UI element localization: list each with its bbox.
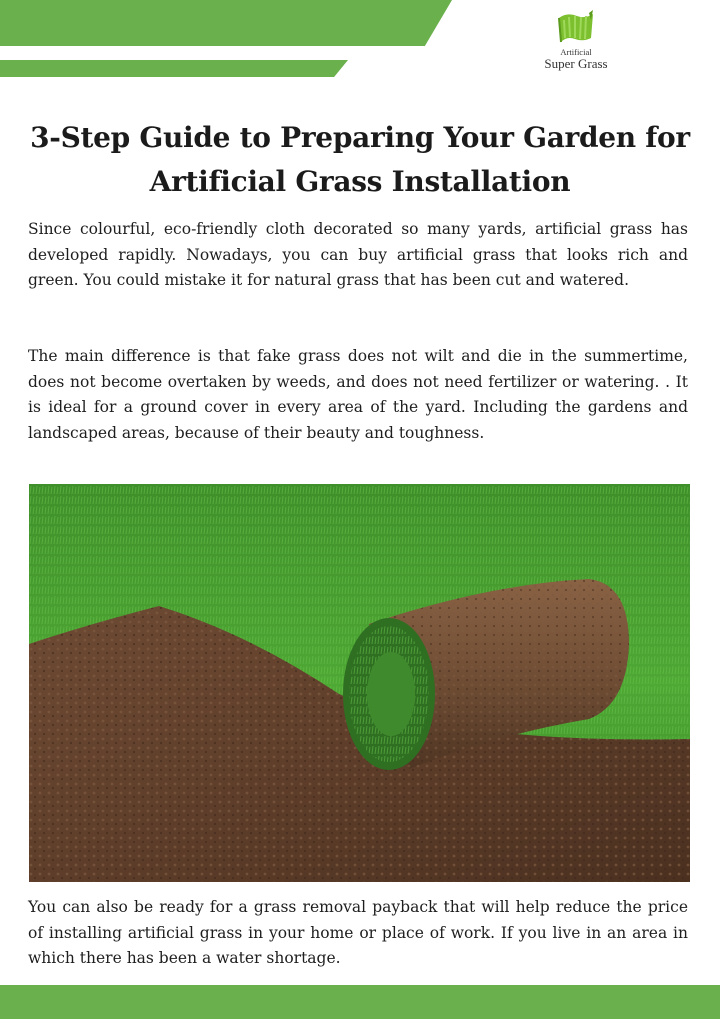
turf-roll-photo — [29, 484, 690, 882]
brand-logo[interactable] — [538, 8, 614, 80]
footer-green-band — [0, 985, 720, 1019]
header-green-band — [0, 0, 452, 46]
logo-text-main: Super Grass — [544, 56, 608, 71]
grass-flag-icon — [553, 8, 599, 48]
paragraph-payback: You can also be ready for a grass removal payback that will help reduce the price of installing artificial grass in your home or place of work. If you live in an area in which there has been a water shortage. — [28, 898, 688, 967]
logo-text-small: Artificial — [560, 47, 592, 57]
paragraph-intro: Since colourful, eco-friendly cloth decorated so many yards, artificial grass has developed rapidly. Nowadays, you can buy artificial grass that looks rich and green. You could mistake it for natural grass that has been cut and watered. — [28, 220, 688, 289]
header-green-stripe — [0, 60, 348, 77]
paragraph-difference: The main difference is that fake grass does not wilt and die in the summertime, does not become overtaken by weeds, and does not need fertilizer or watering. . It is ideal for a ground cover in every area of the yard. Including the gardens and landscaped areas, because of their beauty and toughness. — [28, 347, 688, 442]
page-title: 3-Step Guide to Preparing Your Garden for Artificial Grass Installation — [30, 121, 690, 198]
